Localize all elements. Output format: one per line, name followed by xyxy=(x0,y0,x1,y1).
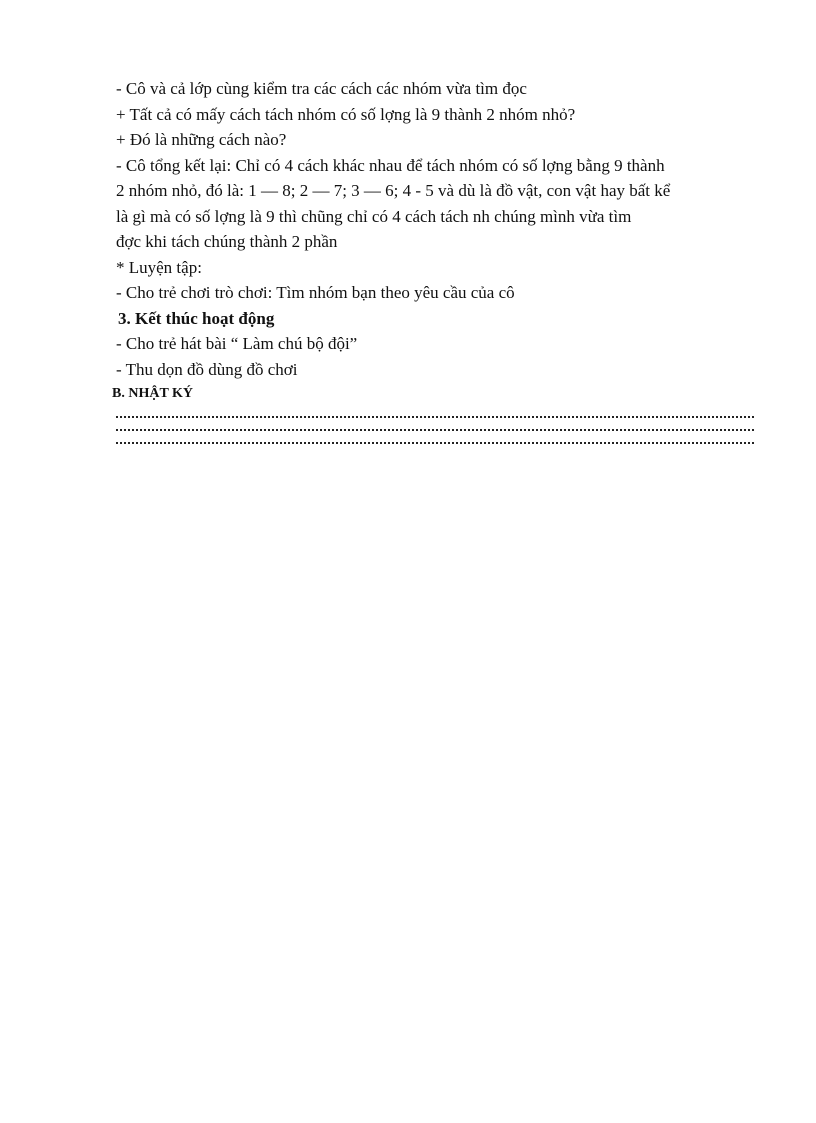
text-line: - Thu dọn đồ dùng đồ chơi xyxy=(116,359,298,379)
activity-heading: 3. Kết thúc hoạt động xyxy=(118,308,275,328)
diary-section-title: B. NHẬT KÝ xyxy=(112,386,194,401)
dotted-writing-line xyxy=(116,431,754,444)
text-line: - Cô và cả lớp cùng kiểm tra các cách các nhóm vừa tìm đọc xyxy=(116,79,527,98)
document-body xyxy=(112,76,756,444)
text-line: - Cho trẻ chơi trò chơi: Tìm nhóm bạn theo yêu cầu của cô xyxy=(116,283,515,302)
text-line: đợc khi tách chúng thành 2 phần xyxy=(116,232,338,251)
text-line: - Cho trẻ hát bài “ Làm chú bộ đội” xyxy=(116,334,358,353)
text-line: * Luyện tập: xyxy=(116,257,202,277)
dotted-writing-line xyxy=(116,404,754,418)
text-line: - Cô tổng kết lại: Chỉ có 4 cách khác nhau để tách nhóm có số lợng bằng 9 thành xyxy=(116,155,665,175)
text-line: là gì mà có số lợng là 9 thì chũng chỉ có 4 cách tách nh chúng mình vừa tìm xyxy=(116,206,632,226)
dotted-writing-line xyxy=(116,418,754,431)
text-line: 2 nhóm nhỏ, đó là: 1 — 8; 2 — 7; 3 — 6; 4 - 5 và dù là đồ vật, con vật hay bất kể xyxy=(116,181,671,200)
text-line: + Tất cả có mấy cách tách nhóm có số lợng là 9 thành 2 nhóm nhỏ? xyxy=(116,104,576,124)
text-line: + Đó là những cách nào? xyxy=(116,130,287,149)
